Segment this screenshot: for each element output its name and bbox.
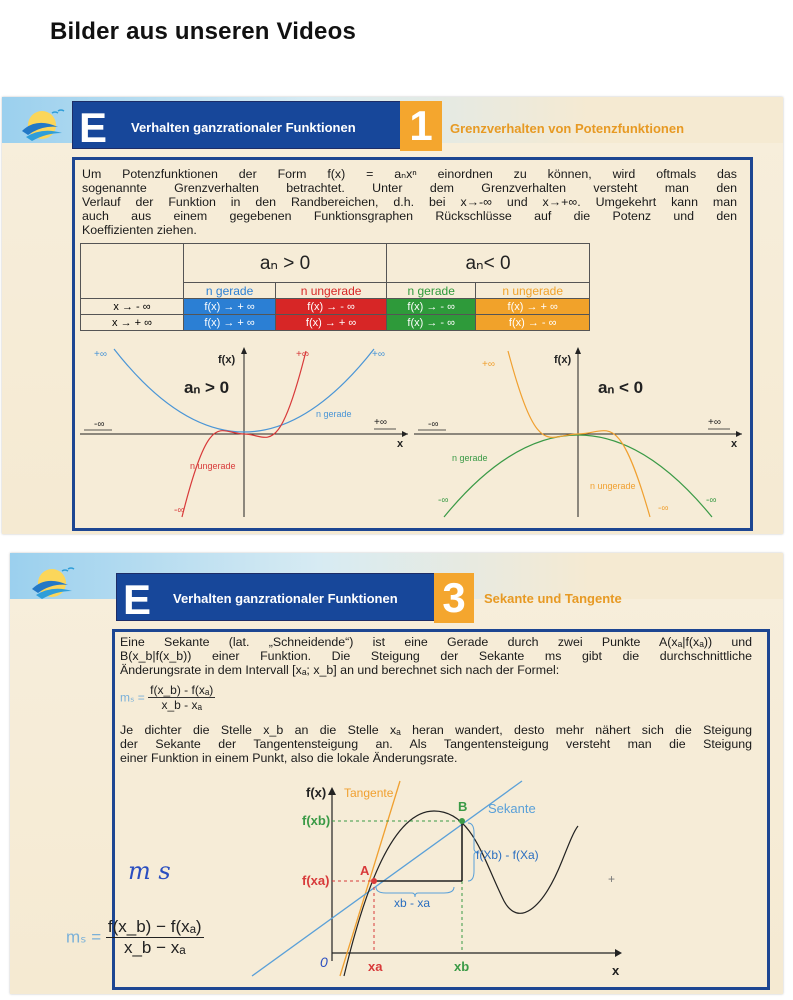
handwritten-ms: m s (128, 857, 171, 885)
formula-fraction (148, 683, 215, 712)
label-minus-inf: -∞ (658, 503, 669, 514)
label-a: A (360, 863, 370, 878)
label-plus-inf: +∞ (372, 349, 385, 360)
page-heading: Bilder aus unseren Videos (50, 18, 356, 45)
label-xa: xa (368, 959, 383, 974)
subheader-n-ungerade: n ungerade (476, 283, 590, 299)
chapter-number: 3 (434, 573, 474, 623)
x-axis-arrow-icon (402, 431, 408, 437)
y-axis-arrow-icon (328, 787, 336, 795)
label-fx: f(x) (306, 785, 327, 800)
graph-positive-an (80, 345, 410, 520)
section-letter: E (79, 104, 108, 151)
chapter-subtitle: Grenzverhalten von Potenzfunktionen (450, 121, 685, 136)
subheader-n-gerade: n gerade (387, 283, 476, 299)
formula-lhs: mₛ = (66, 927, 102, 947)
tangent-line (340, 781, 400, 976)
label-n-gerade: n gerade (452, 453, 488, 463)
label-plus-inf-axis: +∞ (708, 417, 721, 428)
label-plus-inf: +∞ (94, 349, 107, 360)
label-tangente: Tangente (344, 786, 394, 800)
label-origin: 0 (320, 954, 328, 970)
table-row (81, 315, 590, 331)
slide-grenzverhalten (2, 97, 783, 534)
label-delta-x: xb - xa (394, 896, 431, 910)
table-cell: f(x) → - ∞ (476, 315, 590, 331)
group-header-positive: aₙ > 0 (184, 244, 387, 283)
label-an: aₙ > 0 (184, 378, 230, 397)
graph-sekante-tangente (222, 771, 632, 981)
header-title: Verhalten ganzrationaler Funktionen (131, 120, 356, 135)
sun-wave-logo-icon (12, 105, 72, 145)
row-label: x → + ∞ (81, 315, 184, 331)
row-label: x → - ∞ (81, 299, 184, 315)
slide-sekante-tangente (10, 553, 783, 994)
sun-wave-logo-icon (22, 563, 82, 603)
label-n-ungerade: n ungerade (590, 481, 636, 491)
paragraph-line: auch aus einem gegebenen Funktionsgraphen Rückschlüsse auf die Potenz und den (82, 209, 737, 223)
table-cell: f(x) → - ∞ (276, 299, 387, 315)
label-fxa: f(xa) (302, 873, 330, 888)
paragraph-line: Je dichter die Stelle x_b an die Stelle xₐ heran wandert, desto mehr nähert sich die Steigung (120, 723, 752, 737)
label-minus-inf: -∞ (94, 419, 105, 430)
graph-negative-an (414, 345, 744, 520)
point-b-icon (459, 818, 465, 824)
label-b: B (458, 799, 468, 814)
label-minus-inf: -∞ (438, 495, 449, 506)
formula-numerator: f(x_b) − f(xₐ) (107, 917, 202, 936)
paragraph-line: Um Potenzfunktionen der Form f(x) = aₙxⁿ einordnen zu können, wird oftmals das (82, 167, 737, 181)
point-a-icon (371, 878, 377, 884)
chapter-subtitle: Sekante und Tangente (484, 591, 622, 606)
paragraph-line: sogenannte Grenzverhalten betrachtet. Unter dem Grenzverhalten versteht man den (82, 181, 737, 195)
header-title: Verhalten ganzrationaler Funktionen (173, 591, 398, 606)
subheader-n-ungerade: n ungerade (276, 283, 387, 299)
secant-line (252, 781, 522, 976)
y-axis-arrow-icon (575, 347, 581, 354)
section-letter: E (123, 576, 152, 623)
function-curve (344, 811, 578, 976)
table-cell: f(x) → + ∞ (184, 315, 276, 331)
intro-paragraph (82, 167, 737, 237)
table-cell: f(x) → - ∞ (387, 299, 476, 315)
paragraph-line: einer Funktion in einem Punkt, also die lokale Änderungsrate. (120, 751, 458, 765)
label-minus-inf: -∞ (174, 505, 185, 516)
label-x: x (731, 438, 738, 450)
chapter-number: 1 (400, 101, 442, 151)
table-cell: f(x) → + ∞ (476, 299, 590, 315)
paragraph-line: B(x_b|f(x_b)) einer Funktion. Die Steigung der Sekante ms gibt die durchschnittliche (120, 649, 752, 663)
table-cell: f(x) → + ∞ (184, 299, 276, 315)
cursor-crosshair-icon: + (608, 872, 616, 886)
paragraph-line: der Sekante der Tangentensteigung an. Als Tangentensteigung versteht man die Steigung (120, 737, 752, 751)
label-delta-y: f(Xb) - f(Xa) (476, 848, 539, 862)
table-corner (81, 244, 184, 299)
table-row (81, 299, 590, 315)
subheader-n-gerade: n gerade (184, 283, 276, 299)
label-an: aₙ < 0 (598, 378, 644, 397)
formula-small (120, 683, 215, 712)
formula-large (66, 917, 204, 958)
table-cell: f(x) → - ∞ (387, 315, 476, 331)
label-x: x (397, 438, 404, 450)
y-axis-arrow-icon (241, 347, 247, 354)
label-n-ungerade: n ungerade (190, 461, 236, 471)
formula-denominator: x_b - xₐ (161, 698, 202, 712)
label-plus-inf: +∞ (482, 359, 495, 370)
label-minus-inf: -∞ (428, 419, 439, 430)
sekante-paragraph (120, 635, 752, 677)
table-cell: f(x) → + ∞ (276, 315, 387, 331)
label-minus-inf: -∞ (706, 495, 717, 506)
limit-table (80, 243, 590, 331)
label-xb: xb (454, 959, 470, 974)
paragraph-line: Änderungsrate in dem Intervall [xₐ; x_b] an und berechnet sich nach der Formel: (120, 663, 560, 677)
paragraph-line: Verlauf der Funktion in den Randbereichen, d.h. bei x→-∞ und x→+∞. Umgekehrt kann man (82, 195, 737, 209)
label-fx: f(x) (554, 354, 572, 366)
label-sekante: Sekante (488, 801, 536, 816)
tangente-paragraph (120, 723, 752, 765)
formula-numerator: f(x_b) - f(xₐ) (150, 683, 214, 697)
label-plus-inf-axis: +∞ (374, 417, 387, 428)
formula-lhs: mₛ = (120, 690, 145, 705)
formula-fraction (106, 917, 204, 958)
formula-denominator: x_b − xₐ (123, 938, 186, 957)
paragraph-line: Koeffizienten ziehen. (82, 223, 197, 237)
label-fx: f(x) (218, 354, 236, 366)
header-title-box (116, 573, 436, 621)
label-x: x (612, 963, 620, 978)
group-header-negative: aₙ< 0 (387, 244, 590, 283)
label-fxb: f(xb) (302, 813, 331, 828)
header-title-box (72, 101, 402, 149)
x-axis-arrow-icon (615, 949, 622, 957)
label-n-gerade: n gerade (316, 409, 352, 419)
x-axis-arrow-icon (736, 431, 742, 437)
label-plus-inf: +∞ (296, 349, 309, 360)
paragraph-line: Eine Sekante (lat. „Schneidende“) ist eine Gerade durch zwei Punkte A(xₐ|f(xₐ)) und (120, 635, 752, 649)
